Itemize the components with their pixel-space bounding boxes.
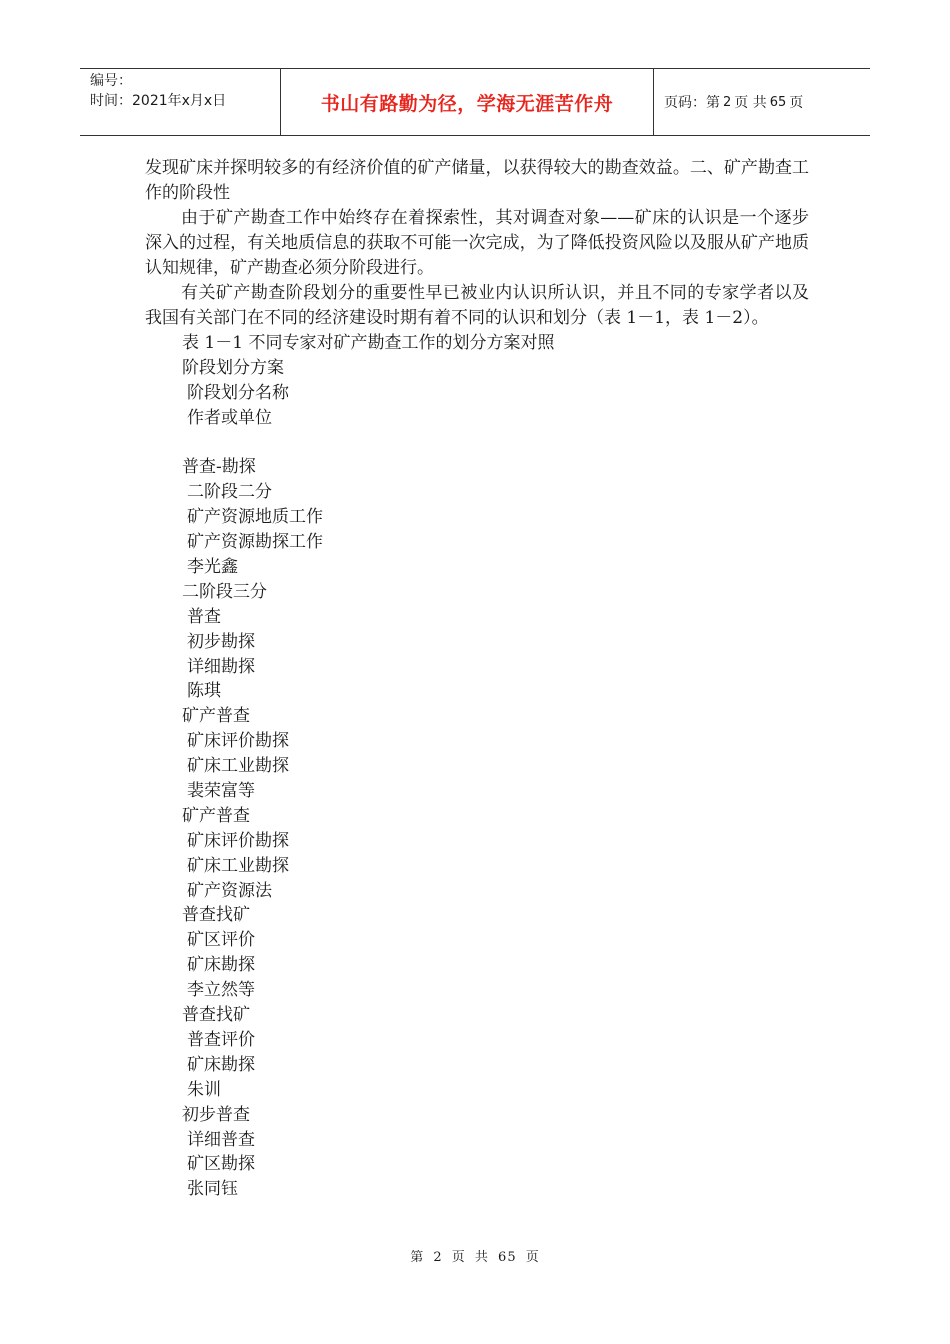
date-label: 时间：2021年x月x日 — [90, 93, 227, 109]
page-mid: 页 共 — [734, 95, 767, 111]
table-line: 普查找矿 — [182, 1005, 250, 1026]
document-body — [145, 156, 809, 1202]
table-line: 李光鑫 — [187, 557, 238, 578]
header-motto: 书山有路勤为径，学海无涯苦作舟 — [281, 69, 654, 135]
page-suffix: 页 — [789, 95, 804, 111]
page-header — [80, 68, 870, 136]
page-prefix: 页码：第 — [664, 95, 720, 111]
page-total: 65 — [769, 94, 787, 110]
table-line: 普查-勘探 — [182, 457, 256, 478]
table-line: 二阶段二分 — [187, 482, 272, 503]
table-line: 张同钰 — [187, 1179, 238, 1200]
table-line: 李立然等 — [187, 980, 255, 1001]
table-line: 阶段划分方案 — [182, 357, 284, 378]
table-line: 矿床工业勘探 — [187, 756, 289, 777]
table-line: 矿产资源法 — [187, 880, 272, 901]
table-line: 作者或单位 — [187, 407, 272, 428]
table-line: 初步普查 — [182, 1104, 250, 1125]
paragraph: 发现矿床并探明较多的有经济价值的矿产储量，以获得较大的勘查效益。二、矿产勘查工作的阶段性 — [145, 158, 809, 203]
table-line: 矿床工业勘探 — [187, 855, 289, 876]
table-line: 矿产资源勘探工作 — [187, 532, 323, 553]
table-line: 陈琪 — [187, 681, 221, 702]
table-line: 矿产普查 — [182, 805, 250, 826]
table-lines — [145, 331, 809, 1202]
table-line: 初步勘探 — [187, 631, 255, 652]
table-line: 详细普查 — [187, 1129, 255, 1150]
table-line: 详细勘探 — [187, 656, 255, 677]
table-line-blank — [145, 431, 809, 456]
page-footer: 第 2 页 共 65 页 — [410, 1250, 540, 1265]
table-line: 矿床勘探 — [187, 955, 255, 976]
table-line: 朱训 — [187, 1079, 221, 1100]
header-meta — [80, 69, 281, 135]
table-line: 普查评价 — [187, 1029, 255, 1050]
page-current: 2 — [723, 94, 732, 110]
table-line: 矿产普查 — [182, 706, 250, 727]
paragraph: 有关矿产勘查阶段划分的重要性早已被业内认识所认识，并且不同的专家学者以及我国有关部门在不同的经济建设时期有着不同的认识和划分（表 1－1，表 1－2）。 — [145, 283, 809, 328]
table-line: 矿区勘探 — [187, 1154, 255, 1175]
header-page-number — [654, 69, 870, 135]
table-line: 矿床评价勘探 — [187, 830, 289, 851]
table-line: 表 1－1 不同专家对矿产勘查工作的划分方案对照 — [182, 333, 555, 353]
paragraph: 由于矿产勘查工作中始终存在着探索性，其对调查对象——矿床的认识是一个逐步深入的过程，有关地质信息的获取不可能一次完成，为了降低投资风险以及服从矿产地质认知规律，矿产勘查必须分阶段进行。 — [145, 208, 809, 278]
table-line: 矿产资源地质工作 — [187, 507, 323, 528]
table-line: 二阶段三分 — [182, 581, 267, 602]
table-line: 阶段划分名称 — [187, 382, 289, 403]
table-line: 矿床勘探 — [187, 1054, 255, 1075]
table-line: 矿床评价勘探 — [187, 731, 289, 752]
table-line: 普查 — [187, 606, 221, 627]
table-line: 矿区评价 — [187, 930, 255, 951]
table-line: 普查找矿 — [182, 905, 250, 926]
table-line: 裴荣富等 — [187, 781, 255, 802]
code-label: 编号： — [90, 73, 132, 89]
